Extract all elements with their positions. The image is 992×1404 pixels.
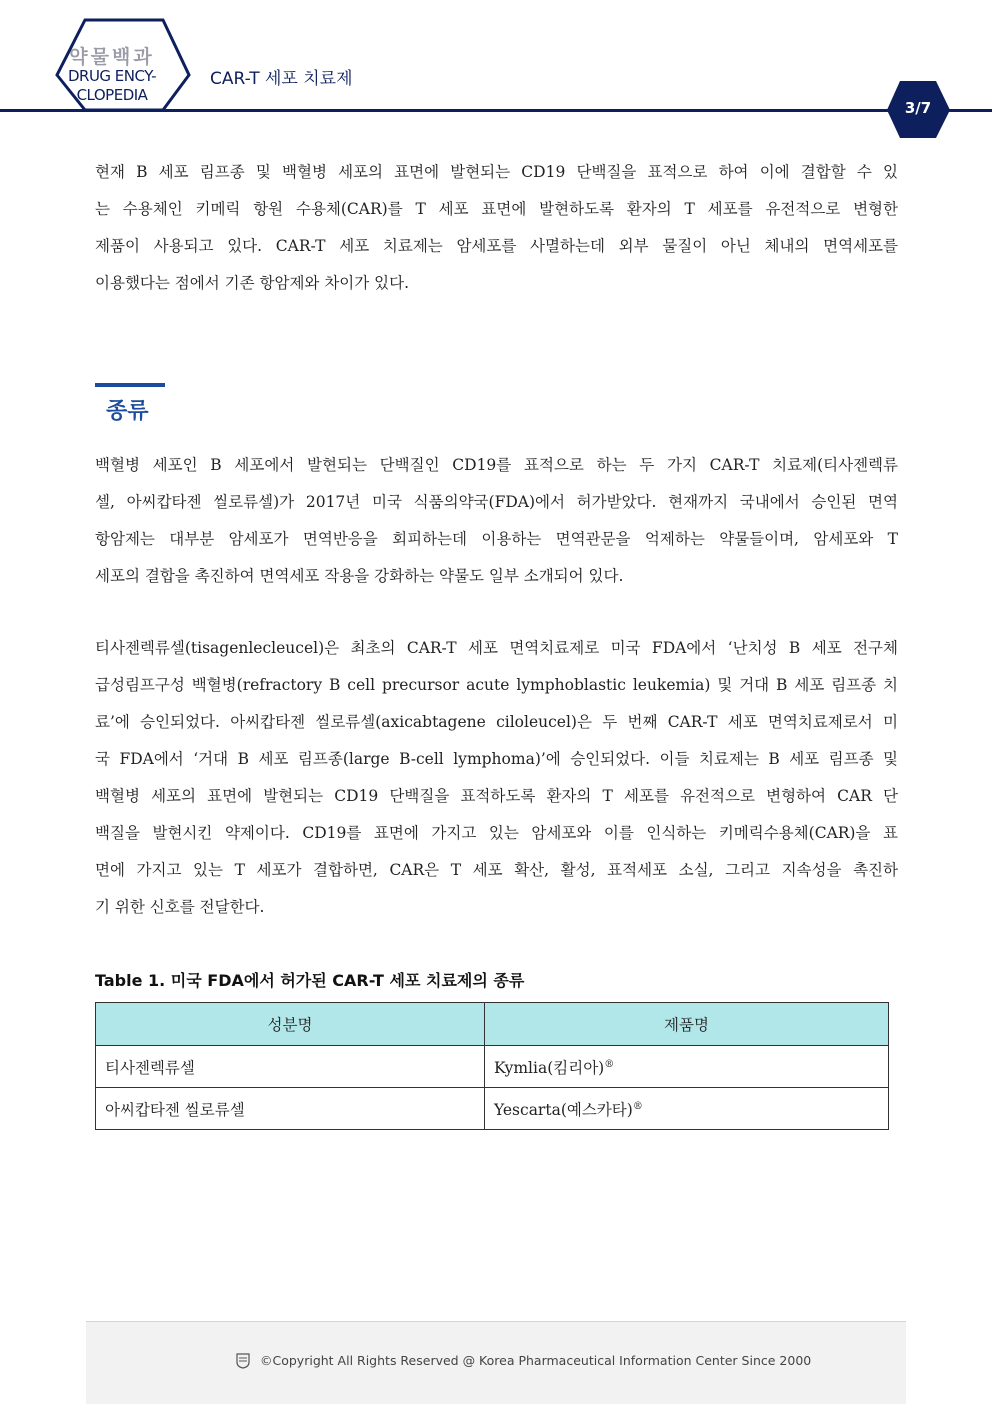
- types-paragraph-1: [95, 447, 898, 595]
- intro-line: 제품이 사용되고 있다. CAR-T 세포 치료제는 암세포를 사멸하는데 외부 물질이 아닌 체내의 면역세포를: [95, 237, 898, 255]
- paragraph-line: 급성림프구성 백혈병(refractory B cell precursor acute lymphoblastic leukemia) 및 거대 B 세포 림프종 치: [95, 676, 898, 694]
- logo-english-line1: DRUG ENCY-: [67, 67, 157, 85]
- product-name: Kymlia(킴리아): [494, 1058, 605, 1077]
- logo-korean: 약물백과: [69, 46, 155, 68]
- footer-copyright: ©Copyright All Rights Reserved @ Korea Pharmaceutical Information Center Since 2000: [260, 1353, 812, 1368]
- product-cell: [485, 1046, 889, 1088]
- section-title: 종류: [106, 399, 149, 424]
- paragraph-line: 백혈병 세포인 B 세포에서 발현되는 단백질인 CD19를 표적으로 하는 두 가지 CAR-T 치료제(티사젠렉류: [95, 456, 898, 474]
- institution-emblem-icon: [236, 1353, 250, 1369]
- paragraph-line: 기 위한 신호를 전달한다.: [95, 898, 265, 916]
- paragraph-line: 항암제는 대부분 암세포가 면역반응을 회피하는데 이용하는 면역관문을 억제하는 약물들이며, 암세포와 T: [95, 530, 898, 548]
- section-accent-bar: [95, 383, 165, 387]
- types-paragraph-2: [95, 630, 898, 926]
- registered-mark: ®: [632, 1100, 643, 1112]
- ingredient-cell: 티사젠렉류셀: [96, 1046, 485, 1088]
- ingredient-cell: 아씨캅타젠 씰로류셀: [96, 1088, 485, 1130]
- product-cell: [485, 1088, 889, 1130]
- paragraph-line: 국 FDA에서 ‘거대 B 세포 림프종(large B-cell lymphoma)’에 승인되었다. 이들 치료제는 B 세포 림프종 및: [95, 750, 898, 768]
- drug-table: [95, 1002, 889, 1130]
- paragraph-line: 료’에 승인되었다. 아씨캅타젠 씰로류셀(axicabtagene ciloleucel)은 두 번째 CAR-T 세포 면역치료제로서 미: [95, 713, 898, 731]
- paragraph-line: 면에 가지고 있는 T 세포가 결합하면, CAR은 T 세포 확산, 활성, 표적세포 소실, 그리고 지속성을 촉진하: [95, 861, 898, 879]
- paragraph-line: 셀, 아씨캅타젠 씰로류셀)가 2017년 미국 식품의약국(FDA)에서 허가받았다. 현재까지 국내에서 승인된 면역: [95, 493, 898, 511]
- page-indicator: 3/7: [904, 99, 932, 117]
- intro-line: 이용했다는 점에서 기존 항암제와 차이가 있다.: [95, 274, 410, 292]
- intro-paragraph: [95, 154, 898, 302]
- registered-mark: ®: [604, 1058, 615, 1070]
- table-header-row: [96, 1003, 889, 1046]
- header-ingredient: 성분명: [96, 1003, 485, 1046]
- paragraph-line: 백혈병 세포의 표면에 발현되는 CD19 단백질을 표적하도록 환자의 T 세포를 유전적으로 변형하여 CAR 단: [95, 787, 898, 805]
- intro-line: 현재 B 세포 림프종 및 백혈병 세포의 표면에 발현되는 CD19 단백질을 표적으로 하여 이에 결합할 수 있: [95, 163, 898, 181]
- product-name: Yescarta(예스카타): [494, 1100, 633, 1119]
- logo-english-line2: CLOPEDIA: [76, 86, 148, 104]
- paragraph-line: 티사젠렉류셀(tisagenlecleucel)은 최초의 CAR-T 세포 면역치료제로 미국 FDA에서 ‘난치성 B 세포 전구체: [95, 639, 898, 657]
- paragraph-line: 백질을 발현시킨 약제이다. CD19를 표면에 가지고 있는 암세포와 이를 인식하는 키메릭수용체(CAR)을 표: [95, 824, 898, 842]
- table-caption: Table 1. 미국 FDA에서 허가된 CAR-T 세포 치료제의 종류: [95, 971, 525, 990]
- header-product: 제품명: [485, 1003, 889, 1046]
- table-row: [96, 1088, 889, 1130]
- paragraph-line: 세포의 결합을 촉진하여 면역세포 작용을 강화하는 약물도 일부 소개되어 있다.: [95, 567, 624, 585]
- intro-line: 는 수용체인 키메릭 항원 수용체(CAR)를 T 세포 표면에 발현하도록 환자의 T 세포를 유전적으로 변형한: [95, 200, 898, 218]
- document-title: CAR-T 세포 치료제: [210, 69, 353, 89]
- table-row: [96, 1046, 889, 1088]
